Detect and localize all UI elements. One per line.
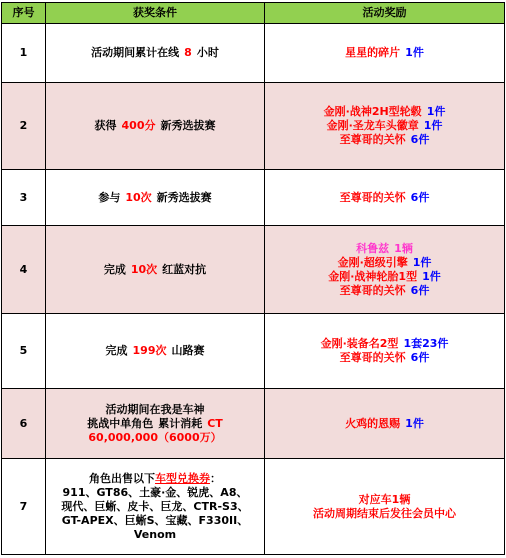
condition-text: 现代、巨蜥、皮卡、巨龙、CTR-S3、	[61, 499, 249, 513]
row-reward	[265, 170, 505, 226]
reward-qty: 1套23件	[403, 337, 449, 350]
condition-text: ：	[210, 471, 221, 485]
row-condition	[46, 459, 265, 555]
condition-text: 参与	[98, 190, 121, 204]
reward-qty: 1件	[423, 119, 443, 132]
condition-value: 10次	[130, 262, 158, 276]
condition-text: GT-APEX、巨蜥S、宝藏、F330II、	[61, 513, 249, 527]
condition-text: Venom	[133, 527, 177, 541]
table-header-row	[2, 3, 505, 24]
reward-name: 星星的碎片	[345, 46, 401, 59]
reward-name: 金刚·战神2H型轮毂	[323, 105, 422, 118]
reward-qty: 1件	[412, 255, 432, 269]
reward-name: 火鸡的恩赐	[345, 416, 401, 430]
condition-text: 活动期间在我是车神	[105, 402, 205, 416]
reward-name: 金刚·超级引擎	[337, 255, 408, 269]
table-row	[2, 314, 505, 389]
condition-text: 完成	[103, 262, 126, 276]
reward-name: 金刚·战神轮胎1型	[328, 269, 418, 283]
row-reward	[265, 314, 505, 389]
table-row	[2, 170, 505, 226]
condition-text: 完成	[105, 344, 128, 357]
reward-qty: 1件	[426, 105, 446, 118]
condition-text: 累计消耗	[158, 416, 203, 430]
condition-text: 山路赛	[171, 344, 205, 357]
reward-name: 金刚·装备名2型	[320, 337, 399, 350]
row-index: 3	[2, 170, 46, 226]
row-condition	[46, 83, 265, 170]
row-reward	[265, 226, 505, 314]
reward-name: 科鲁兹	[356, 241, 390, 255]
row-condition	[46, 389, 265, 459]
table-row	[2, 24, 505, 83]
condition-value: 10次	[125, 190, 152, 204]
reward-name: 至尊哥的关怀	[339, 283, 406, 297]
reward-qty: 1辆	[394, 241, 413, 255]
reward-name: 至尊哥的关怀	[339, 133, 406, 146]
condition-text: 红蓝对抗	[162, 262, 207, 276]
reward-note: 活动周期结束后发往会员中心	[313, 506, 456, 520]
row-condition	[46, 226, 265, 314]
condition-value: 400分	[121, 119, 156, 132]
condition-value: 车型兑换券	[155, 471, 210, 485]
condition-text: 新秀选拔赛	[156, 190, 212, 204]
reward-qty: 6件	[410, 133, 430, 146]
reward-qty: 1件	[405, 46, 424, 59]
reward-name: 至尊哥的关怀	[339, 190, 406, 204]
reward-qty: 1件	[422, 269, 441, 283]
table-row	[2, 83, 505, 170]
header-reward: 活动奖励	[265, 3, 505, 24]
row-index: 4	[2, 226, 46, 314]
reward-name: 至尊哥的关怀	[339, 351, 406, 364]
row-condition	[46, 170, 265, 226]
reward-name: 金刚·圣龙车头徽章	[326, 119, 419, 132]
condition-text: 角色出售以下	[89, 471, 155, 485]
condition-value: 8	[184, 46, 192, 59]
table-row	[2, 389, 505, 459]
condition-text: 挑战中单角色	[87, 416, 154, 430]
condition-text: 获得	[94, 119, 117, 132]
row-index: 5	[2, 314, 46, 389]
reward-qty: 6件	[410, 351, 430, 364]
table-row	[2, 226, 505, 314]
row-condition	[46, 314, 265, 389]
condition-text: 小时	[196, 46, 219, 59]
row-index: 7	[2, 459, 46, 555]
row-reward	[265, 389, 505, 459]
condition-text: 新秀选拔赛	[160, 119, 216, 132]
reward-qty: 6件	[410, 190, 430, 204]
reward-qty: 1件	[405, 416, 424, 430]
reward-name: 对应车1辆	[358, 492, 411, 506]
condition-value: CT	[207, 416, 223, 430]
reward-qty: 6件	[410, 283, 430, 297]
condition-text: 活动期间累计在线	[91, 46, 180, 59]
row-condition	[46, 24, 265, 83]
condition-value: 60,000,000（6000万）	[88, 430, 222, 444]
row-index: 6	[2, 389, 46, 459]
row-index: 1	[2, 24, 46, 83]
row-index: 2	[2, 83, 46, 170]
condition-text: 911、GT86、土豪·金、锐虎、A8、	[62, 485, 248, 499]
row-reward	[265, 83, 505, 170]
header-index: 序号	[2, 3, 46, 24]
row-reward	[265, 24, 505, 83]
table-row	[2, 459, 505, 555]
row-reward	[265, 459, 505, 555]
rewards-table	[1, 2, 505, 555]
condition-value: 199次	[132, 344, 167, 357]
header-condition: 获奖条件	[46, 3, 265, 24]
